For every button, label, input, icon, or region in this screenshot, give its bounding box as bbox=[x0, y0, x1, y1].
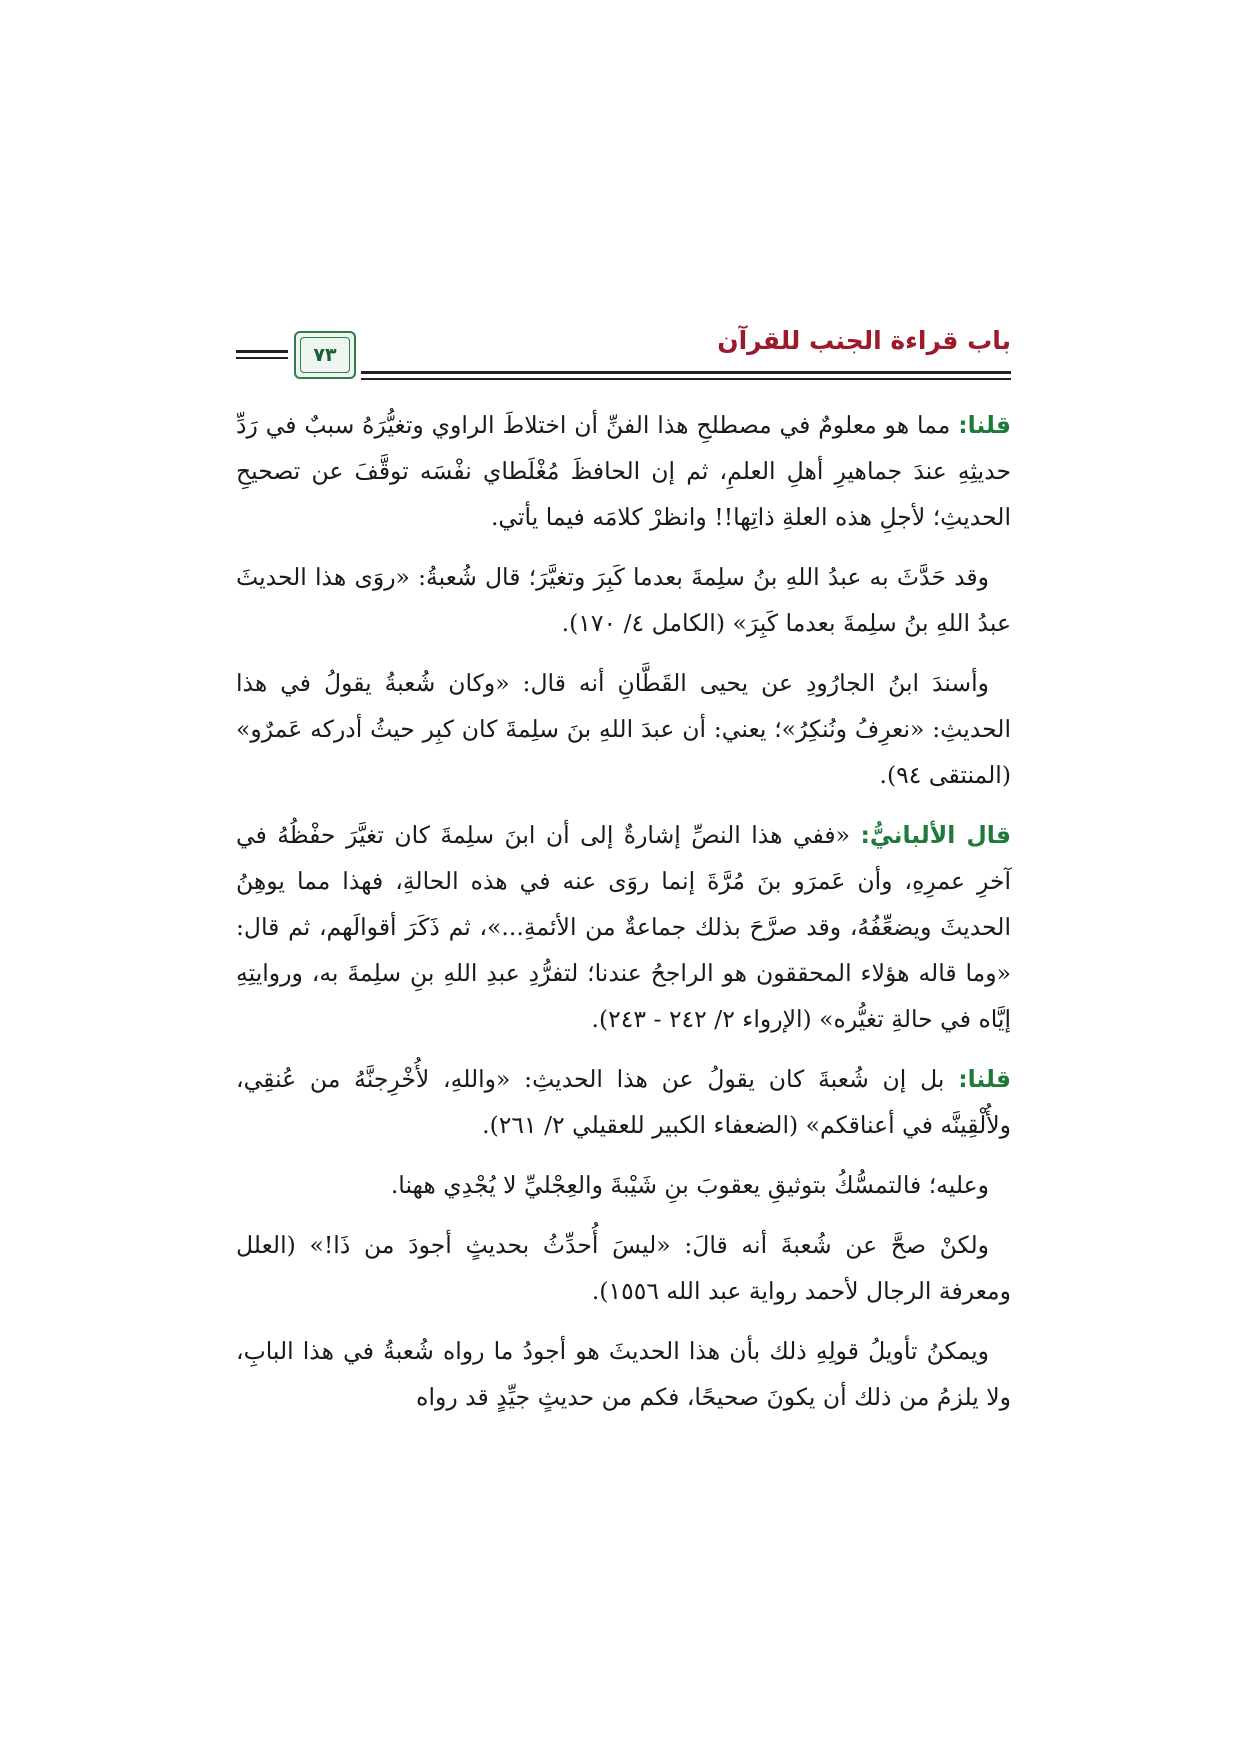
page-body bbox=[236, 402, 1011, 1434]
paragraph-3 bbox=[236, 660, 1011, 798]
page-header bbox=[236, 326, 1011, 386]
paragraph-lead: قلنا: bbox=[958, 411, 1011, 439]
header-rule-top bbox=[361, 371, 1011, 374]
paragraph-8 bbox=[236, 1328, 1011, 1420]
paragraph-lead: قال الألبانيُّ: bbox=[860, 821, 1011, 849]
paragraph-text: ويمكنُ تأويلُ قولِهِ ذلك بأن هذا الحديثَ هو أجودُ ما رواه شُعبةُ في هذا البابِ، ولا يلزمُ من ذلك أن يكونَ صحيحًا، فكم من حديثٍ جيِّدٍ قد رواه bbox=[236, 1337, 1011, 1411]
paragraph-text: وعليه؛ فالتمسُّكُ بتوثيقِ يعقوبَ بنِ شَيْبةَ والعِجْليِّ لا يُجْدِي ههنا. bbox=[390, 1171, 989, 1199]
paragraph-text: ولكنْ صحَّ عن شُعبةَ أنه قالَ: «ليسَ أُحدِّثُ بحديثٍ أجودَ من ذَا!» (العلل ومعرفة الرجال لأحمد رواية عبد الله ١٥٥٦). bbox=[236, 1231, 1011, 1305]
header-rule-bottom bbox=[361, 378, 1011, 380]
header-rule-left-top bbox=[236, 350, 288, 353]
paragraph-5 bbox=[236, 1056, 1011, 1148]
page-number-frame bbox=[294, 331, 356, 379]
paragraph-lead: قلنا: bbox=[958, 1065, 1011, 1093]
paragraph-1 bbox=[236, 402, 1011, 540]
paragraph-2 bbox=[236, 554, 1011, 646]
chapter-title: باب قراءة الجنب للقرآن bbox=[717, 326, 1011, 355]
paragraph-text: وأسندَ ابنُ الجارُودِ عن يحيى القَطَّانِ أنه قال: «وكان شُعبةُ يقولُ في هذا الحديثِ: «نعرِفُ ونُنكِرُ»؛ يعني: أن عبدَ اللهِ بنَ سلِمةَ كان كبِر حيثُ أدركه عَمرٌو» (المنتقى ٩٤). bbox=[236, 669, 1011, 789]
paragraph-text: «ففي هذا النصِّ إشارةٌ إلى أن ابنَ سلِمةَ كان تغيَّرَ حفْظُهُ في آخرِ عمرِهِ، وأن عَمرَو بنَ مُرَّةَ إنما روَى عنه في هذه الحالةِ، فهذا مما يوهِنُ الحديثَ ويضعِّفُهُ، وقد صرَّحَ بذلك جماعةٌ من الأئمةِ...»، ثم ذَكَرَ أقوالَهم، ثم قال: «وما قاله هؤلاء المحققون هو الراجحُ عندنا؛ لتفرُّدِ عبدِ اللهِ بنِ سلِمةَ به، وروايتِهِ إيَّاه في حالةِ تغيُّره» (الإرواء ٢/ ٢٤٢ - ٢٤٣). bbox=[236, 821, 1011, 1033]
header-rule-left-bottom bbox=[236, 357, 288, 359]
paragraph-6 bbox=[236, 1162, 1011, 1208]
page-number: ٧٣ bbox=[313, 344, 337, 366]
paragraph-text: بل إن شُعبةَ كان يقولُ عن هذا الحديثِ: «واللهِ، لأُخْرِجنَّهُ من عُنقِي، ولأُلْقِينَّه في أعناقكم» (الضعفاء الكبير للعقيلي ٢/ ٢٦١). bbox=[236, 1065, 1011, 1139]
paragraph-4 bbox=[236, 812, 1011, 1042]
paragraph-text: مما هو معلومٌ في مصطلحِ هذا الفنِّ أن اختلاطَ الراوي وتغيُّرَهُ سببٌ في رَدِّ حديثِهِ عندَ جماهيرِ أهلِ العلمِ، ثم إن الحافظَ مُغْلَطاي نفْسَه توقَّفَ عن تصحيحِ الحديثِ؛ لأجلِ هذه العلةِ ذاتِها!! وانظرْ كلامَه فيما يأتي. bbox=[236, 411, 1011, 531]
paragraph-text: وقد حَدَّثَ به عبدُ اللهِ بنُ سلِمةَ بعدما كَبِرَ وتغيَّرَ؛ قال شُعبةُ: «روَى هذا الحديثَ عبدُ اللهِ بنُ سلِمةَ بعدما كَبِرَ» (الكامل ٤/ ١٧٠). bbox=[236, 563, 1011, 637]
paragraph-7 bbox=[236, 1222, 1011, 1314]
